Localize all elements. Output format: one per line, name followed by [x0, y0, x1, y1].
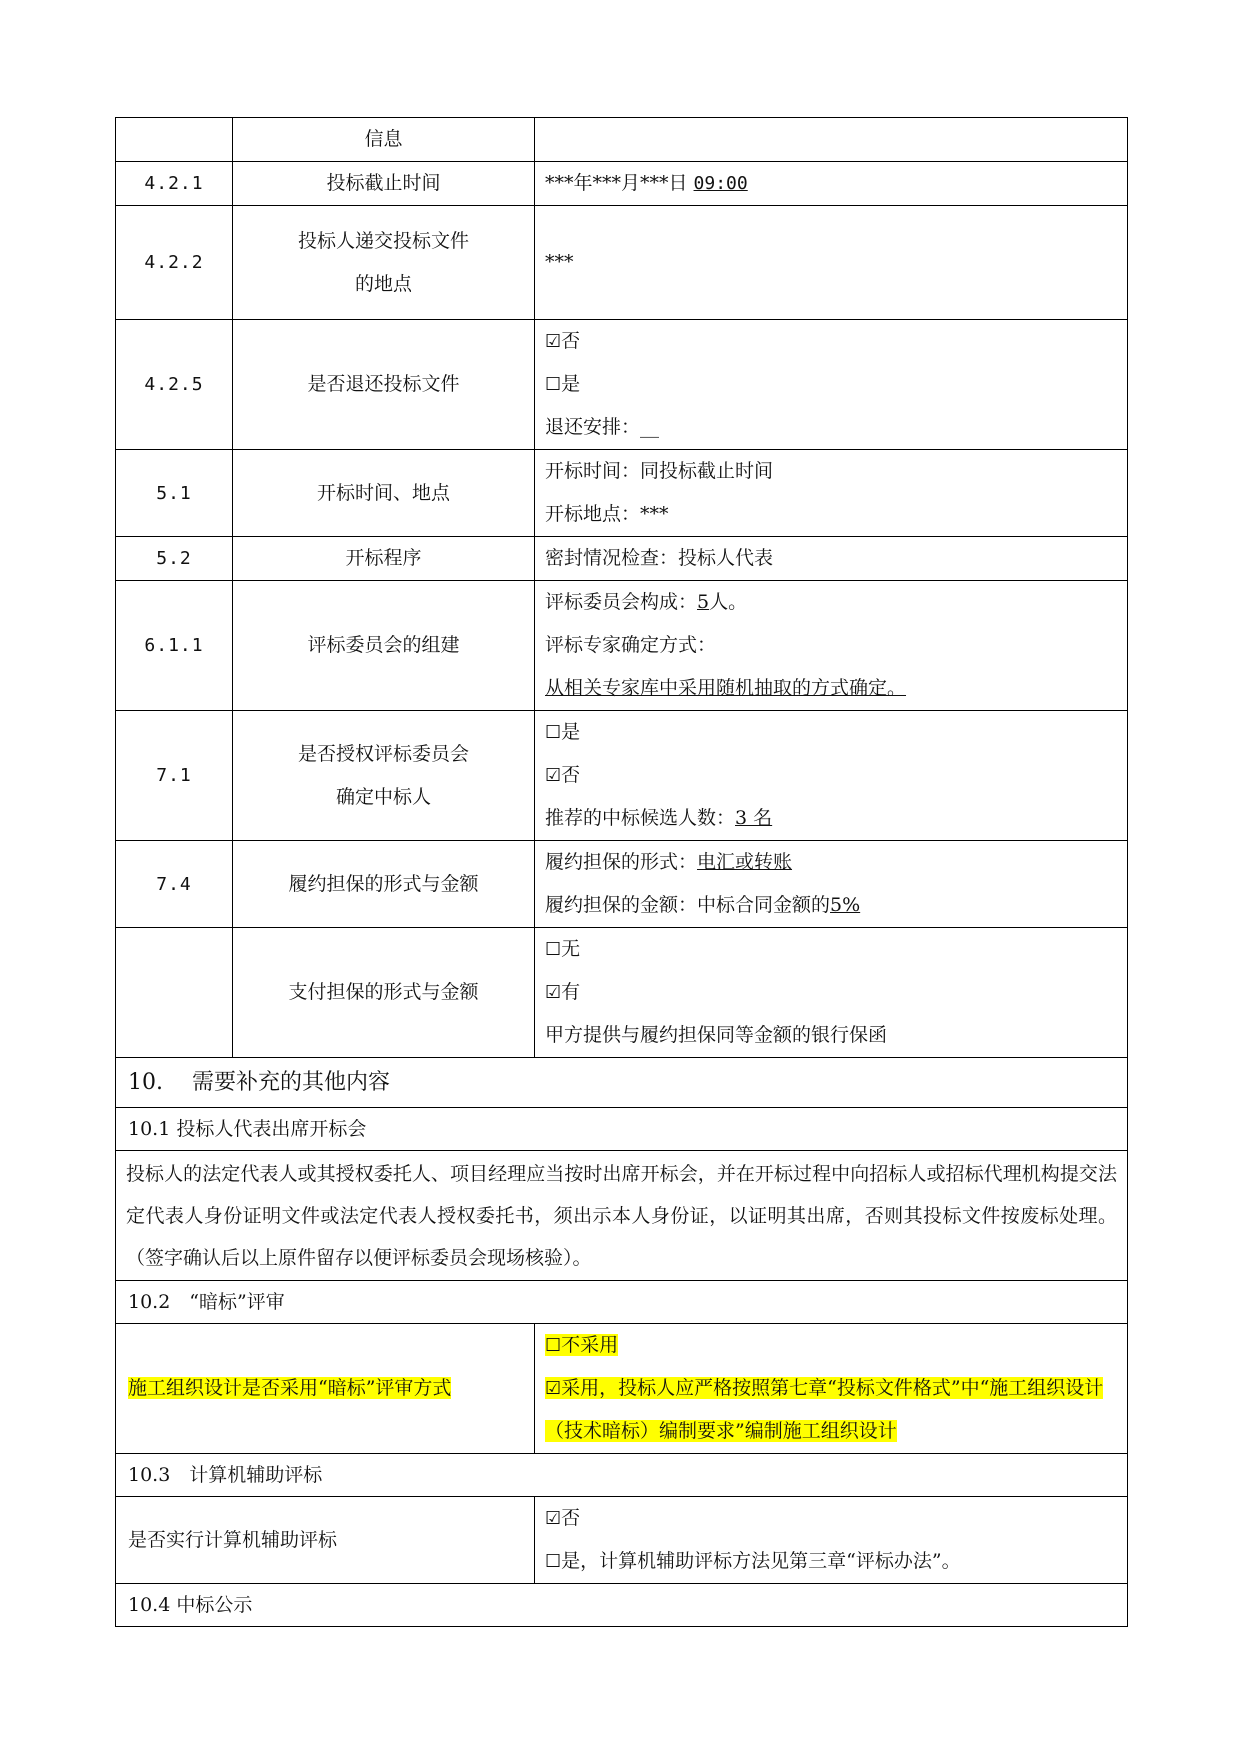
row-number-cell: 5.2: [116, 537, 233, 581]
item-cell: 支付担保的形式与金额: [233, 928, 535, 1058]
option-yes: ☐是: [545, 721, 581, 743]
expert-method-value: 从相关专家库中采用随机抽取的方式确定。: [545, 677, 907, 699]
unchecked-checkbox-icon: ☐: [545, 722, 562, 743]
table-row: [116, 581, 1128, 711]
option-no: ☑否: [545, 1507, 581, 1529]
value-cell: [535, 162, 1128, 206]
payment-guarantee-detail: 甲方提供与履约担保同等金额的银行保函: [545, 1024, 888, 1046]
item-cell: 履约担保的形式与金额: [233, 841, 535, 928]
row-number-cell: 4.2.1: [116, 162, 233, 206]
row-number-cell: 4.2.5: [116, 320, 233, 450]
value-cell: [535, 320, 1128, 450]
table-row: [116, 928, 1128, 1058]
guarantee-amount: 履约担保的金额：中标合同金额的5%: [545, 894, 861, 916]
opening-place: 开标地点：***: [545, 503, 669, 525]
deadline-date: ***年***月***日: [545, 172, 694, 194]
item-line: 是否授权评标委员会: [297, 742, 469, 765]
highlighted-question: 施工组织设计是否采用“暗标”评审方式: [128, 1377, 452, 1399]
option-not-adopt: ☐不采用: [545, 1334, 619, 1356]
option-has: ☑有: [545, 981, 581, 1003]
subsection-title: 10.2 “暗标”评审: [116, 1281, 1128, 1324]
option-yes: ☐是，计算机辅助评标方法见第三章“评标办法”。: [545, 1550, 961, 1572]
checked-checkbox-icon: ☑: [545, 982, 562, 1003]
item-line: 的地点: [354, 272, 412, 295]
value-cell: [535, 581, 1128, 711]
paragraph-row: [116, 1151, 1128, 1281]
subsection-heading-row: [116, 1108, 1128, 1151]
value-cell: [535, 711, 1128, 841]
deadline-time: 09:00: [693, 173, 748, 194]
value-cell: [535, 928, 1128, 1058]
table-row: [116, 206, 1128, 320]
unchecked-checkbox-icon: ☐: [545, 939, 562, 960]
table-row: [116, 1324, 1128, 1454]
table-row: [116, 841, 1128, 928]
item-cell: 开标程序: [233, 537, 535, 581]
option-adopt: ☑采用，投标人应严格按照第七章“投标文件格式”中“施工组织设计（技术暗标）编制要求”编制施工组织设计: [545, 1377, 1104, 1442]
unchecked-checkbox-icon: ☐: [545, 1335, 562, 1356]
subsection-title: 10.1 投标人代表出席开标会: [116, 1108, 1128, 1151]
committee-size: 评标委员会构成：5人。: [545, 591, 748, 613]
unchecked-checkbox-icon: ☐: [545, 374, 562, 395]
value-cell: [535, 450, 1128, 537]
table-row: [116, 450, 1128, 537]
guarantee-form: 履约担保的形式：电汇或转账: [545, 851, 793, 873]
item-cell: 信息: [233, 118, 535, 162]
table-row: [116, 118, 1128, 162]
item-line: 投标人递交投标文件: [297, 229, 469, 252]
section-heading-row: [116, 1058, 1128, 1108]
option-no: [545, 320, 1117, 363]
expert-method-label: 评标专家确定方式：: [545, 634, 717, 656]
option-yes: [545, 363, 1117, 406]
table-row: [116, 711, 1128, 841]
blank-field: __: [640, 416, 660, 438]
return-arrangement: 退还安排：__: [545, 416, 660, 438]
item-cell: [233, 711, 535, 841]
opening-time: 开标时间：同投标截止时间: [545, 460, 774, 482]
subsection-heading-row: [116, 1281, 1128, 1324]
item-cell: 评标委员会的组建: [233, 581, 535, 711]
table-row: [116, 1497, 1128, 1584]
value-cell: [535, 841, 1128, 928]
row-number-cell: [116, 118, 233, 162]
row-number-cell: [116, 928, 233, 1058]
row-number-cell: 5.1: [116, 450, 233, 537]
value-cell: [535, 1497, 1128, 1584]
subsection-title: 10.3 计算机辅助评标: [116, 1454, 1128, 1497]
section-title: 10. 需要补充的其他内容: [116, 1058, 1128, 1108]
value-cell: [535, 118, 1128, 162]
item-cell: [233, 206, 535, 320]
paragraph-text: 投标人的法定代表人或其授权委托人、项目经理应当按时出席开标会，并在开标过程中向招标人或招标代理机构提交法定代表人身份证明文件或法定代表人授权委托书，须出示本人身份证，以证明其出席，否则其投标文件按废标处理。（签字确认后以上原件留存以便评标委员会现场核验）。: [116, 1151, 1128, 1281]
subsection-heading-row: [116, 1584, 1128, 1627]
checked-checkbox-icon: ☑: [545, 1378, 562, 1399]
value-cell: 密封情况检查：投标人代表: [535, 537, 1128, 581]
item-cell: 是否退还投标文件: [233, 320, 535, 450]
candidate-count: 推荐的中标候选人数：3 名: [545, 807, 773, 829]
subsection-heading-row: [116, 1454, 1128, 1497]
row-number-cell: 7.4: [116, 841, 233, 928]
checked-checkbox-icon: ☑: [545, 1508, 562, 1529]
option-no: ☑否: [545, 764, 581, 786]
value-cell: ***: [535, 206, 1128, 320]
document-page: [115, 117, 1127, 1627]
option-label: 否: [561, 330, 581, 352]
item-cell: 开标时间、地点: [233, 450, 535, 537]
option-none: ☐无: [545, 938, 581, 960]
question-cell: [116, 1324, 535, 1454]
item-line: 确定中标人: [335, 785, 431, 808]
value-cell: [535, 1324, 1128, 1454]
subsection-title: 10.4 中标公示: [116, 1584, 1128, 1627]
row-number-cell: 7.1: [116, 711, 233, 841]
table-row: [116, 320, 1128, 450]
checked-checkbox-icon: ☑: [545, 331, 562, 352]
table-row: [116, 162, 1128, 206]
item-cell: 投标截止时间: [233, 162, 535, 206]
bid-data-table: [115, 117, 1128, 1627]
table-row: [116, 537, 1128, 581]
row-number-cell: 4.2.2: [116, 206, 233, 320]
option-label: 是: [561, 373, 581, 395]
row-number-cell: 6.1.1: [116, 581, 233, 711]
unchecked-checkbox-icon: ☐: [545, 1551, 562, 1572]
checked-checkbox-icon: ☑: [545, 765, 562, 786]
question-cell: 是否实行计算机辅助评标: [116, 1497, 535, 1584]
